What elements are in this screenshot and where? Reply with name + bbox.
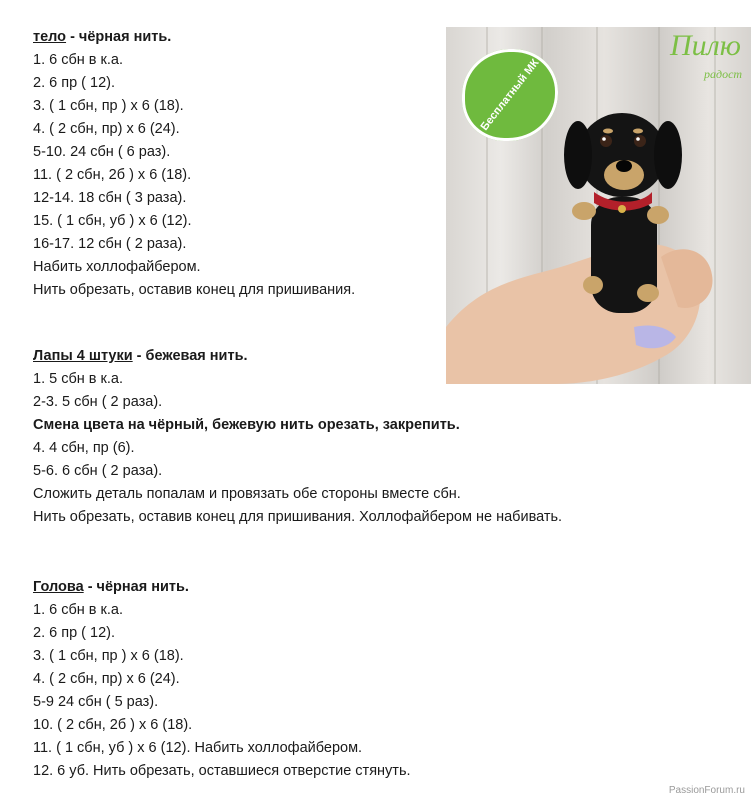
body-section-title-rest: - чёрная нить.: [66, 29, 172, 45]
head-row-11: 11. ( 1 сбн, уб ) х 6 (12). Набить холлофайбером.: [33, 740, 363, 756]
body-row-16-17: 16-17. 12 сбн ( 2 раза).: [33, 236, 187, 252]
brand-logo-subtext: радост: [704, 67, 743, 81]
paws-section-title: [33, 345, 562, 368]
body-section: [33, 26, 355, 302]
body-row-2: 2. 6 пр ( 12).: [33, 75, 116, 91]
body-section-title-name: тело: [33, 29, 67, 45]
paws-row-1: 1. 5 сбн в к.а.: [33, 371, 124, 387]
body-section-title: [33, 26, 355, 49]
body-row-12-14: 12-14. 18 сбн ( 3 раза).: [33, 190, 187, 206]
body-row-15: 15. ( 1 сбн, уб ) х 6 (12).: [33, 213, 192, 229]
head-row-1: 1. 6 сбн в к.а.: [33, 602, 124, 618]
paws-row-5-6: 5-6. 6 сбн ( 2 раза).: [33, 463, 163, 479]
body-row-11: 11. ( 2 сбн, 2б ) х 6 (18).: [33, 167, 192, 183]
head-row-5-9: 5-9 24 сбн ( 5 раз).: [33, 694, 159, 710]
badge-text: Бесплатный МК: [478, 57, 542, 133]
head-section-title-rest: - чёрная нить.: [83, 579, 189, 595]
paws-color-change-note: Смена цвета на чёрный, бежевую нить орезать, закрепить.: [33, 417, 460, 433]
head-row-2: 2. 6 пр ( 12).: [33, 625, 116, 641]
paws-finish-note: Нить обрезать, оставив конец для пришивания. Холлофайбером не набивать.: [33, 509, 563, 525]
paws-row-2-3: 2-3. 5 сбн ( 2 раза).: [33, 394, 163, 410]
paws-section-title-rest: - бежевая нить.: [132, 348, 248, 364]
head-row-10: 10. ( 2 сбн, 2б ) х 6 (18).: [33, 717, 193, 733]
head-section-title: [33, 576, 411, 599]
paws-section: [33, 345, 562, 529]
head-section: [33, 576, 411, 783]
body-row-3: 3. ( 1 сбн, пр ) х 6 (18).: [33, 98, 184, 114]
head-row-12: 12. 6 уб. Нить обрезать, оставшиеся отверстие стянуть.: [33, 763, 411, 779]
brand-logo-text: Пилю: [670, 29, 741, 62]
paws-fold-note: Сложить деталь попалам и провязать обе стороны вместе сбн.: [33, 486, 461, 502]
paws-row-4: 4. 4 сбн, пр (6).: [33, 440, 135, 456]
site-watermark: PassionForum.ru: [668, 785, 745, 796]
paws-section-title-name: Лапы 4 штуки: [33, 348, 133, 364]
body-finish-note: Нить обрезать, оставив конец для пришивания.: [33, 282, 356, 298]
head-row-3: 3. ( 1 сбн, пр ) х 6 (18).: [33, 648, 184, 664]
head-section-title-name: Голова: [33, 579, 84, 595]
toy-photo: [446, 27, 751, 384]
body-row-1: 1. 6 сбн в к.а.: [33, 52, 124, 68]
body-row-5-10: 5-10. 24 сбн ( 6 раз).: [33, 144, 171, 160]
body-row-4: 4. ( 2 сбн, пр) х 6 (24).: [33, 121, 180, 137]
head-row-4: 4. ( 2 сбн, пр) х 6 (24).: [33, 671, 180, 687]
body-stuffing-note: Набить холлофайбером.: [33, 259, 201, 275]
